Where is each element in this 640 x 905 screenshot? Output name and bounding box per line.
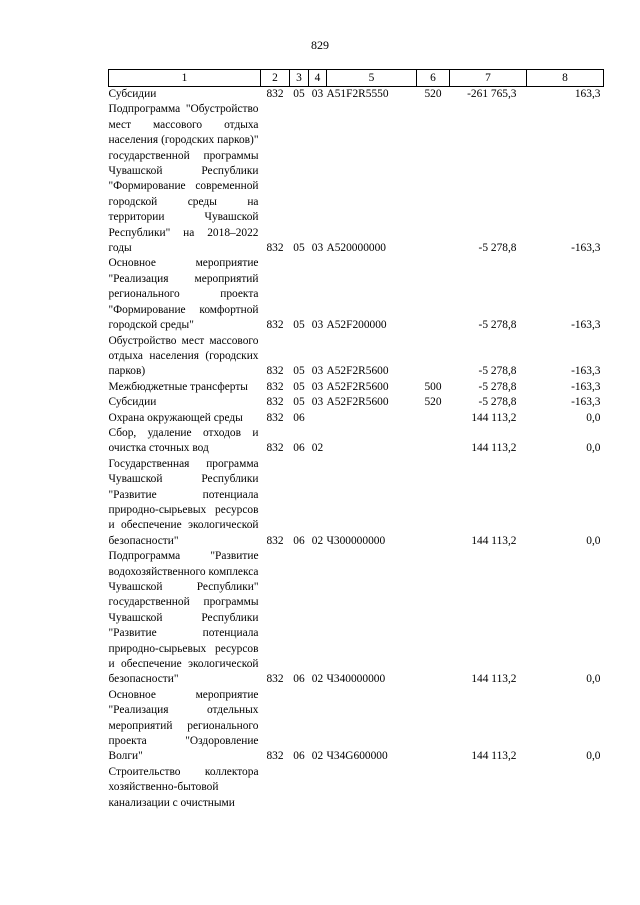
- cell-ministry: 832: [266, 319, 284, 332]
- cell-expense-type: [417, 426, 450, 457]
- cell-subsection: [309, 765, 327, 811]
- cell-amount-8: -163,3: [571, 242, 601, 255]
- cell-expense-type: [417, 765, 450, 811]
- page-number: 829: [311, 38, 329, 52]
- cell-target-article: Ч300000000: [326, 534, 386, 547]
- cell-section: 05: [293, 365, 305, 378]
- cell-subsection: 02: [311, 673, 324, 686]
- cell-section: 06: [293, 750, 305, 763]
- cell-ministry: 832: [266, 365, 284, 378]
- table-row: [109, 102, 604, 256]
- cell-amount-7: [450, 765, 527, 811]
- row-name: Сбор, удаление отходов и очистка сточных вод: [108, 426, 259, 455]
- column-header: 8: [527, 70, 604, 87]
- cell-target-article: А52F2R5600: [326, 380, 389, 393]
- cell-target-article: [327, 426, 417, 457]
- cell-amount-7: -5 278,8: [478, 365, 517, 378]
- cell-ministry: 832: [266, 242, 284, 255]
- cell-section: 05: [293, 88, 305, 100]
- cell-amount-7: -5 278,8: [478, 380, 517, 393]
- column-header: 5: [327, 70, 417, 87]
- table-row: [109, 334, 604, 380]
- cell-section: 05: [293, 396, 305, 409]
- row-name: Межбюджетные трансферты: [108, 380, 248, 393]
- cell-amount-7: -261 765,3: [467, 88, 517, 100]
- cell-section: [290, 765, 309, 811]
- cell-subsection: 03: [311, 365, 324, 378]
- cell-expense-type: [417, 334, 450, 380]
- cell-section: 05: [293, 380, 305, 393]
- cell-section: 06: [293, 673, 305, 686]
- cell-ministry: 832: [266, 673, 284, 686]
- cell-amount-7: 144 113,2: [471, 673, 517, 686]
- cell-amount-8: -163,3: [571, 365, 601, 378]
- cell-section: 05: [293, 319, 305, 332]
- cell-subsection: [309, 411, 327, 426]
- cell-ministry: [261, 765, 290, 811]
- cell-subsection: 02: [311, 442, 324, 455]
- cell-section: 05: [293, 242, 305, 255]
- row-name: Обустройство мест массового отдыха населения (городских парков): [108, 334, 259, 378]
- cell-ministry: 832: [266, 750, 284, 763]
- cell-expense-type: [417, 102, 450, 256]
- table-row: [109, 688, 604, 765]
- cell-expense-type: 520: [424, 396, 442, 409]
- cell-amount-7: 144 113,2: [471, 534, 517, 547]
- budget-table: [108, 69, 604, 811]
- cell-subsection: 02: [311, 534, 324, 547]
- cell-ministry: 832: [266, 442, 284, 455]
- column-header: 6: [417, 70, 450, 87]
- cell-amount-8: 0,0: [586, 750, 601, 763]
- column-header: 3: [290, 70, 309, 87]
- cell-ministry: 832: [266, 380, 284, 393]
- column-header: 1: [109, 70, 261, 87]
- cell-subsection: 03: [311, 242, 324, 255]
- cell-amount-8: -163,3: [571, 396, 601, 409]
- cell-expense-type: [417, 256, 450, 333]
- cell-target-article: А51F2R5550: [326, 88, 389, 100]
- cell-expense-type: 500: [424, 380, 442, 393]
- cell-amount-7: -5 278,8: [478, 319, 517, 332]
- cell-amount-7: -5 278,8: [478, 396, 517, 409]
- table-row: [109, 765, 604, 811]
- column-header: 4: [309, 70, 327, 87]
- cell-amount-8: -163,3: [571, 319, 601, 332]
- cell-subsection: 03: [311, 396, 324, 409]
- cell-amount-8: 0,0: [586, 411, 601, 424]
- row-name: Субсидии: [108, 396, 157, 409]
- table-row: [109, 549, 604, 688]
- cell-section: 06: [293, 442, 305, 455]
- cell-amount-8: 163,3: [574, 88, 601, 100]
- table-row: [109, 411, 604, 426]
- table-row: [109, 395, 604, 410]
- table-row: [109, 87, 604, 103]
- row-name: Основное мероприятие "Реализация мероприятий регионального проекта "Формирование комфортной городской среды": [108, 257, 259, 332]
- column-header: 7: [450, 70, 527, 87]
- cell-ministry: 832: [266, 396, 284, 409]
- row-name: Подпрограмма "Обустройство мест массового отдыха населения (городских парков)" государственной программы Чувашской Республики "Формирование современной городской среды на территории Чувашской Республики" на 2018–2022 годы: [108, 103, 259, 255]
- cell-expense-type: [417, 411, 450, 426]
- table-row: [109, 256, 604, 333]
- cell-expense-type: [417, 688, 450, 765]
- cell-amount-8: [527, 765, 604, 811]
- row-name: Строительство коллектора хозяйственно-бытовой канализации с очистными: [108, 765, 259, 809]
- cell-expense-type: [417, 549, 450, 688]
- cell-target-article: А52F2R5600: [326, 365, 389, 378]
- cell-subsection: 03: [311, 380, 324, 393]
- cell-target-article: Ч340000000: [326, 673, 386, 686]
- row-name: Охрана окружающей среды: [108, 411, 243, 424]
- cell-target-article: [327, 765, 417, 811]
- cell-ministry: 832: [266, 534, 284, 547]
- cell-amount-7: 144 113,2: [471, 411, 517, 424]
- cell-target-article: А520000000: [326, 242, 386, 255]
- cell-target-article: А52F2R5600: [326, 396, 389, 409]
- cell-expense-type: 520: [424, 88, 442, 100]
- table-row: [109, 426, 604, 457]
- cell-ministry: 832: [266, 88, 284, 100]
- cell-amount-7: 144 113,2: [471, 750, 517, 763]
- cell-subsection: 03: [311, 319, 324, 332]
- cell-target-article: [327, 411, 417, 426]
- column-header: 2: [261, 70, 290, 87]
- cell-ministry: 832: [266, 411, 284, 424]
- row-name: Подпрограмма "Развитие водохозяйственного комплекса Чувашской Республики" государственной программы Чувашской Республики "Развитие потенциала природно-сырьевых ресурсов и обеспечение экологической безопасности": [108, 550, 259, 686]
- cell-amount-8: 0,0: [586, 442, 601, 455]
- cell-section: 06: [293, 411, 305, 424]
- table-row: [109, 457, 604, 549]
- cell-subsection: 03: [311, 88, 324, 100]
- cell-subsection: 02: [311, 750, 324, 763]
- cell-section: 06: [293, 534, 305, 547]
- table-row: [109, 380, 604, 395]
- cell-amount-7: 144 113,2: [471, 442, 517, 455]
- cell-amount-8: -163,3: [571, 380, 601, 393]
- table-header-row: [109, 70, 604, 87]
- cell-amount-7: -5 278,8: [478, 242, 517, 255]
- cell-target-article: Ч34G600000: [326, 750, 388, 763]
- row-name: Основное мероприятие "Реализация отдельных мероприятий регионального проекта "Оздоровление Волги": [108, 688, 259, 763]
- row-name: Государственная программа Чувашской Республики "Развитие потенциала природно-сырьевых ресурсов и обеспечение экологической безопасности": [108, 457, 259, 547]
- cell-target-article: А52F200000: [326, 319, 387, 332]
- cell-expense-type: [417, 457, 450, 549]
- row-name: Субсидии: [108, 88, 157, 100]
- cell-amount-8: 0,0: [586, 673, 601, 686]
- cell-amount-8: 0,0: [586, 534, 601, 547]
